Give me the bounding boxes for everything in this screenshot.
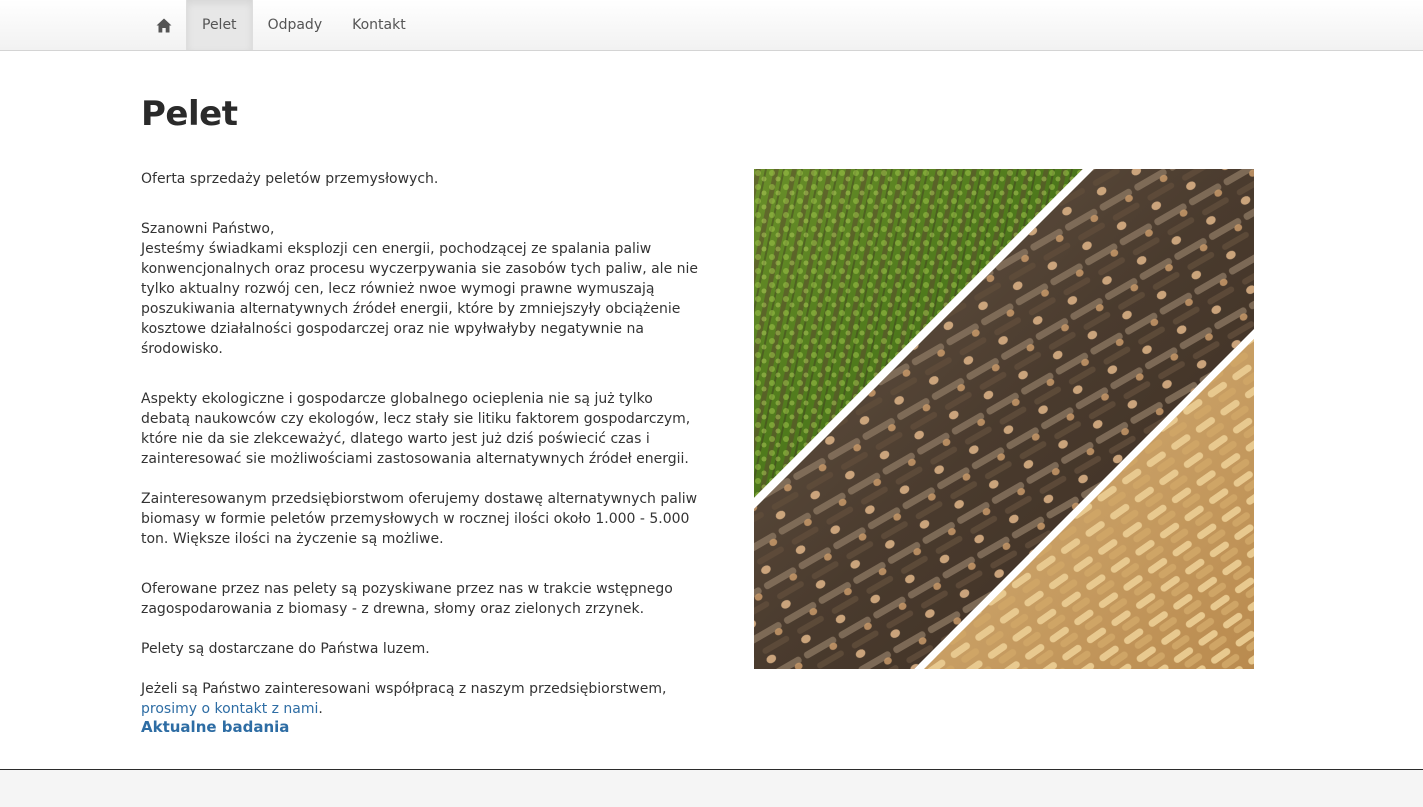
nav-item-odpady[interactable]: Odpady [267,17,323,33]
page-footer [0,769,1423,807]
pellet-collage-image [754,169,1254,669]
greeting-text: Szanowni Państwo, [141,221,275,237]
paragraph-contact [141,679,701,719]
nav-home[interactable] [141,0,186,50]
main-nav [141,0,421,50]
nav-item-kontakt[interactable]: Kontakt [352,17,406,33]
paragraph-delivery: Pelety są dostarczane do Państwa luzem. [141,641,430,657]
intro-text: Oferta sprzedaży peletów przemysłowych. [141,171,439,187]
content-text [141,169,701,719]
contact-link[interactable]: prosimy o kontakt z nami [141,701,319,717]
nav-item-pelet[interactable]: Pelet [186,0,253,50]
research-link[interactable]: Aktualne badania [141,718,290,736]
paragraph-offer: Zainteresowanym przedsiębiorstwom oferujemy dostawę alternatywnych paliw biomasy w formie peletów przemysłowych w rocznej ilości około 1.000 - 5.000 ton. Większe ilości na życzenie są możliwe. [141,491,698,547]
page-title: Pelet [141,94,238,134]
contact-prefix: Jeżeli są Państwo zainteresowani współpracą z naszym przedsiębiorstwem, [141,681,667,697]
contact-suffix: . [318,701,323,717]
paragraph-energy: Jesteśmy świadkami eksplozji cen energii, pochodzącej ze spalania paliw konwencjonalnych oraz procesu wyczerpywania sie zasobów tych paliw, ale nie tylko aktualny rozwój cen, lecz również nwoe wymogi prawne wymuszają poszukiwania alternatywnych źródeł energii, które by zmniejszyły obciążenie kosztowe działalności gospodarczej oraz nie wpyłwałyby negatywnie na środowisko. [141,241,699,357]
home-icon [156,18,172,33]
top-navbar [0,0,1423,51]
paragraph-sourcing: Oferowane przez nas pelety są pozyskiwane przez nas w trakcie wstępnego zagospodarowania z biomasy - z drewna, słomy oraz zielonych zrzynek. [141,581,673,617]
paragraph-ecology: Aspekty ekologiczne i gospodarcze globalnego ocieplenia nie są już tylko debatą naukowców czy ekologów, lecz stały sie litiku faktorem gospodarczym, które nie da sie zlekceważyć, dlatego warto jest już dziś poświecić czas i zainteresować sie możliwościami zastosowania alternatywnych źródeł energii. [141,391,691,467]
